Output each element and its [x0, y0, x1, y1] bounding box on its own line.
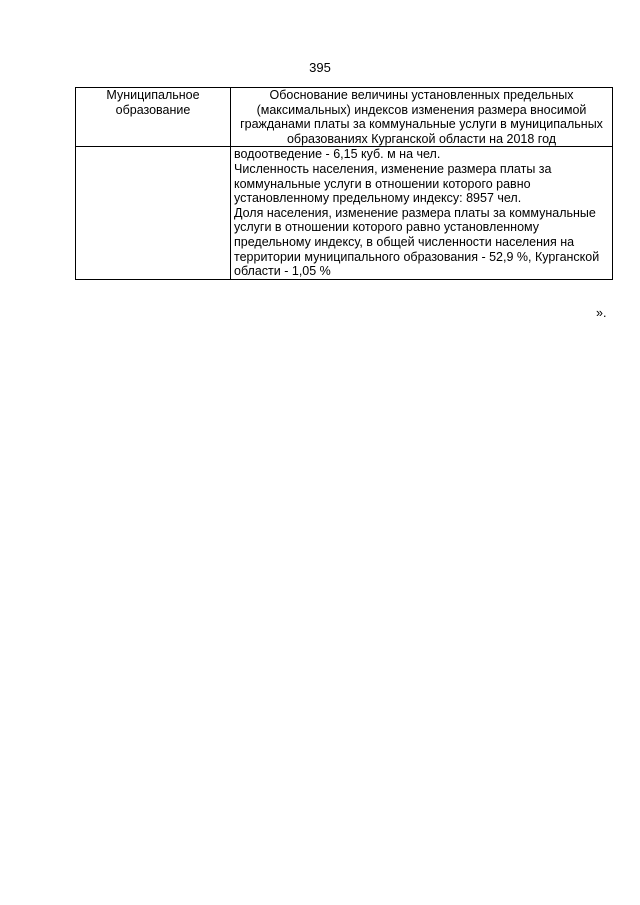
justification-cell: [231, 147, 613, 279]
table-row: [76, 147, 613, 279]
justification-table: [75, 87, 613, 280]
water-disposal-norm: водоотведение - 6,15 куб. м на чел.: [234, 147, 441, 162]
municipality-cell: [76, 147, 231, 279]
population-share: Доля населения, изменение размера платы за коммунальные услуги в отношении которого равно установленному предельному индексу, в общей численности населения на территории муниципального образования - 52,9 %, Курганской области - 1,05 %: [234, 205, 600, 279]
column-header-municipality: Муниципальное образование: [76, 88, 231, 147]
population-count: Численность населения, изменение размера платы за коммунальные услуги в отношении которого равно установленному предельному индексу: 8957 чел.: [234, 161, 552, 206]
page-number: 395: [309, 60, 331, 75]
table-header-row: [76, 88, 613, 147]
column-header-justification: Обоснование величины установленных предельных (максимальных) индексов изменения размера вносимой гражданами платы за коммунальные услуги в муниципальных образованиях Курганской области на 2018 год: [231, 88, 613, 147]
closing-quote-mark: ».: [596, 306, 607, 320]
